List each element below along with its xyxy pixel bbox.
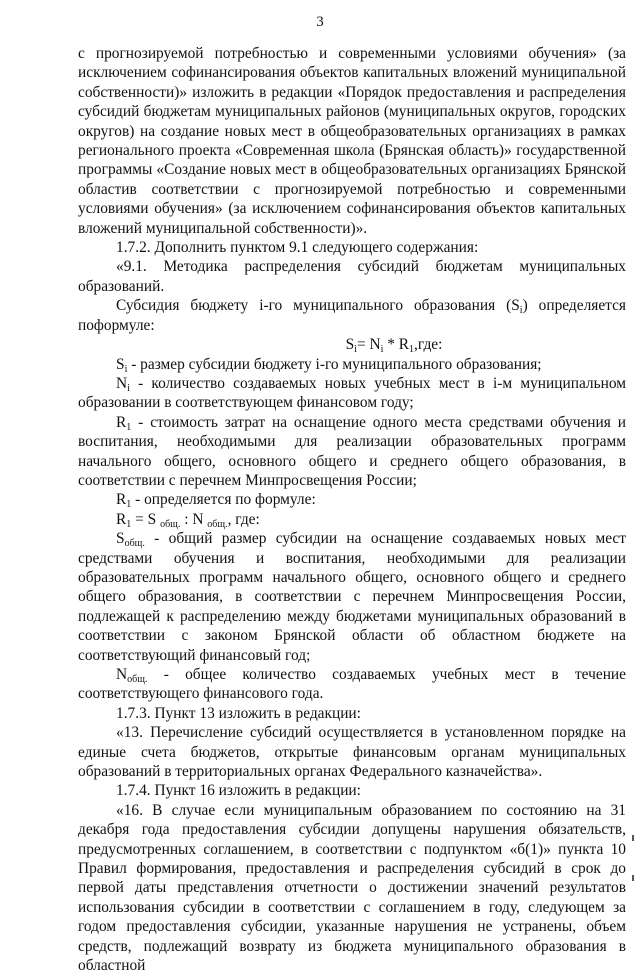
paragraph-1-7-2: 1.7.2. Дополнить пунктом 9.1 следующего содержания: bbox=[116, 239, 479, 257]
definition-r1-formula-intro: $R_1$ - определяется по формуле: bbox=[116, 491, 316, 511]
paragraph-16: «16. В случае если муниципальным образованием по состоянию на 31 декабря года предоставления субсидии допущены нарушения обязательств, предусмотренных соглашением, в соответствии с подпунктом «б(1)» пункта 10 Правил формирования, предоставления и распределения субсидий в срок до первой даты представления отчетности о достижении значений результатов использования субсидии в соответствии с соглашением в году, следующем за годом предоставления субсидии, указанные нарушения не устранены, объем средств, подлежащий возврату из бюджета муниципального образования в областной bbox=[78, 801, 626, 975]
page-number: 3 bbox=[316, 14, 324, 30]
definition-ni: $N_i$ - количество создаваемых новых учебных мест в i-м муниципальном образовании в соответствующем финансовом году; bbox=[78, 374, 626, 412]
formula-r1: $R_1 = S$ $_{общ.}$ : N $_{общ.}$, где: bbox=[116, 510, 260, 530]
document-body bbox=[78, 44, 626, 976]
paragraph-9-1-heading: «9.1. Методика распределения субсидий бюджетам муниципальных образований. bbox=[78, 258, 626, 295]
definition-r1: $R_1$ - стоимость затрат на оснащение одного места средствами обучения и воспитания, необходимыми для реализации образовательных программ начального общего, основного общего и среднего общего образования, в соответствии с перечнем Минпросвещения России; bbox=[78, 413, 626, 489]
definition-n-total: $N_{общ.}$ - общее количество создаваемых учебных мест в течение соответствующего финансового года. bbox=[78, 666, 626, 703]
scan-mark bbox=[632, 835, 634, 841]
paragraph-subsidy-definition: Субсидия бюджету i-го муниципального образования $(S_i)$ определяется поформуле: bbox=[78, 297, 626, 334]
formula-subsidy: $S_i= N_i * R_1,где$: bbox=[345, 336, 443, 356]
paragraph-intro: с прогнозируемой потребностью и современными условиями обучения» (за исключением софинансирования объектов капитальных вложений муниципальной собственности)» изложить в редакции «Порядок предоставления и распределения субсидий бюджетам муниципальных районов (муниципальных округов, городских округов) на создание новых мест в общеобразовательных организациях в рамках регионального проекта «Современная школа (Брянская область)» государственной программы «Создание новых мест в общеобразовательных организациях Брянской областив соответствии с прогнозируемой потребностью и современными условиями обучения» (за исключением софинансирования объектов капитальных вложений муниципальной собственности)». bbox=[78, 45, 626, 237]
paragraph-1-7-3: 1.7.3. Пункт 13 изложить в редакции: bbox=[116, 704, 361, 722]
definition-si: $S_i$ - размер субсидии бюджету i-го муниципального образования; bbox=[116, 355, 542, 375]
definition-s-total: $S_{общ.}$ - общий размер субсидии на оснащение создаваемых новых мест средствами обучения и воспитания, необходимыми для реализации образовательных программ начального общего, основного общего и среднего общего образования, в соответствии с перечнем Минпросвещения России, подлежащей к распределению между бюджетами муниципальных образований в соответствии с законом Брянской области об областном бюджете на соответствующий финансовый год; bbox=[78, 530, 626, 664]
paragraph-13: «13. Перечисление субсидий осуществляется в установленном порядке на единые счета бюджетов, открытые финансовым органам муниципальных образований в территориальных органах Федерального казначейства». bbox=[78, 724, 626, 781]
scan-mark bbox=[632, 875, 634, 881]
paragraph-1-7-4: 1.7.4. Пункт 16 изложить в редакции: bbox=[116, 782, 361, 800]
